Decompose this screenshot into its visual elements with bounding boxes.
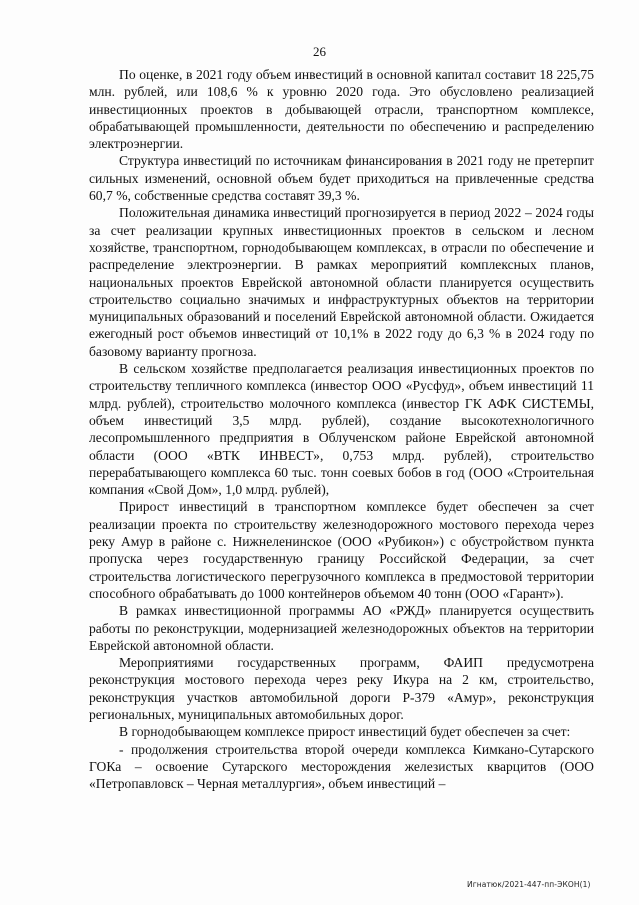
paragraph-positive-dynamics: Положительная динамика инвестиций прогнозируется в период 2022 – 2024 годы за счет реализации крупных инвестиционных проектов в сельском и лесном хозяйстве, транспортном, горнодобывающем комплексах, в отрасли по обеспечение и распределение электроэнергии. В рамках мероприятий комплексных планов, национальных проектов Еврейской автономной области планируется осуществить строительство социально значимых и инфраструктурных объектов на территории муниципальных образований и поселений Еврейской автономной области. Ожидается ежегодный рост объемов инвестиций от 10,1% в 2022 году до 6,3 % в 2024 году по базовому варианту прогноза. [89, 205, 594, 359]
paragraph-mining-item: - продолжения строительства второй очереди комплекса Кимкано-Сутарского ГОКа – освоение Сутарского месторождения железистых кварцитов (ООО «Петропавловск – Черная металлургия», объем инвестиций – [89, 741, 594, 792]
document-body [89, 66, 594, 792]
footer-document-code: Игнатюк/2021-447-пп-ЭКОН(1) [467, 880, 591, 889]
paragraph-rzd-program: В рамках инвестиционной программы АО «РЖД» планируется осуществить работы по реконструкции, модернизацией железнодорожных объектов на территории Еврейской автономной области. [89, 603, 594, 653]
paragraph-financing-structure: Структура инвестиций по источникам финансирования в 2021 году не претерпит сильных изменений, основной объем будет приходиться на привлеченные средства 60,7 %, собственные средства составят 39,3 %. [89, 153, 594, 204]
paragraph-mining-intro: В горнодобывающем комплексе прирост инвестиций будет обеспечен за счет: [119, 724, 571, 740]
paragraph-state-programs: Мероприятиями государственных программ, ФАИП предусмотрена реконструкция мостового перехода через реку Икура на 2 км, строительство, реконструкция участков автомобильной дороги Р-379 «Амур», реконструкция региональных, муниципальных автомобильных дорог. [89, 655, 594, 722]
page-number: 26 [313, 44, 326, 59]
paragraph-agriculture: В сельском хозяйстве предполагается реализация инвестиционных проектов по строительству тепличного комплекса (инвестор ООО «Русфуд», объем инвестиций 11 млрд. рублей), строительство молочного комплекса (инвестор ГК АФК СИСТЕМЫ, объем инвестиций 3,5 млрд. рублей), создание высокотехнологичного лесопромышленного предприятия в Облученском районе Еврейской автономной области (ООО «ВТК ИНВЕСТ», 0,753 млрд. рублей), строительство перерабатывающего комплекса 60 тыс. тонн соевых бобов в год (ООО «Строительная компания «Свой Дом», 1,0 млрд. рублей), [89, 361, 594, 498]
paragraph-investment-estimate: По оценке, в 2021 году объем инвестиций в основной капитал составит 18 225,75 млн. рублей, или 108,6 % к уровню 2020 года. Это обусловлено реализацией инвестиционных проектов в добывающей отрасли, транспортном комплексе, обрабатывающей промышленности, деятельности по обеспечению и распределению электроэнергии. [89, 67, 594, 152]
paragraph-transport: Прирост инвестиций в транспортном комплексе будет обеспечен за счет реализации проекта по строительству железнодорожного мостового перехода через реку Амур в районе с. Нижнеленинское (ООО «Рубикон») с обустройством пункта пропуска через государственную границу Российской Федерации, за счет строительства логистического перегрузочного комплекса в предмостовой территории способного обрабатывать до 1000 контейнеров объемом 40 тонн (ООО «Гарант»). [89, 499, 594, 601]
